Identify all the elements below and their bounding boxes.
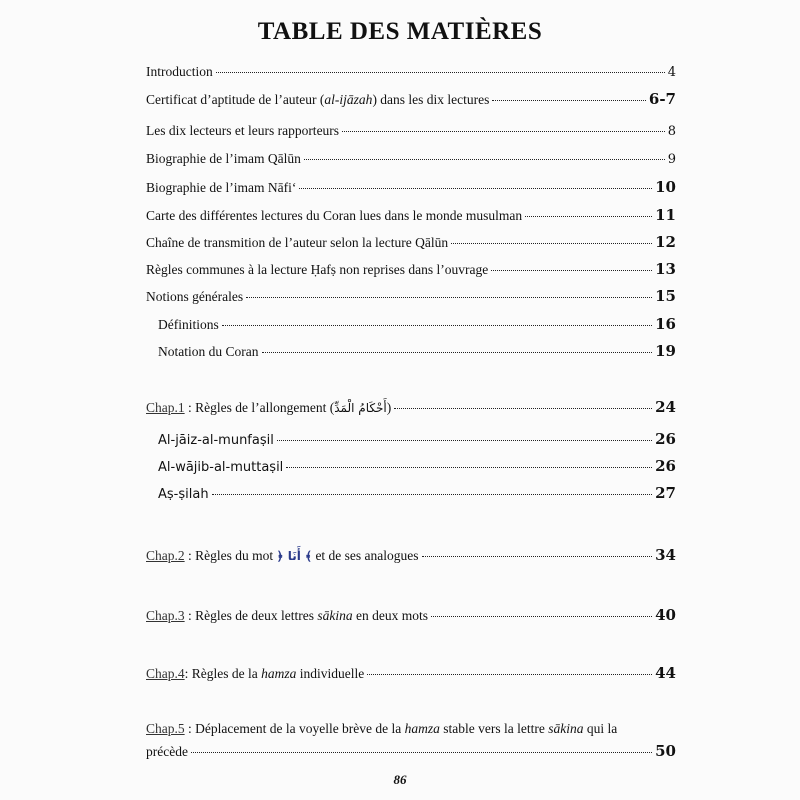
toc-entry-regles-communes: Règles communes à la lecture Ḥafṣ non reprises dans l’ouvrage 13 — [146, 260, 676, 278]
toc-chap1-sub-silah: Aṣ-ṣilah 27 — [158, 484, 676, 502]
leader-dots — [431, 616, 652, 617]
toc-chap5-line1: Chap.5 : Déplacement de la voyelle brève de la hamza stable vers la lettre sākina qui la — [146, 721, 618, 736]
chap5-label: Chap.5 — [146, 721, 185, 736]
toc-entry-certificat: Certificat d’aptitude de l’auteur (al-ijāzah) dans les dix lectures 6-7 — [146, 90, 676, 108]
leader-dots — [304, 159, 665, 160]
leader-dots — [491, 270, 652, 271]
leader-dots — [216, 72, 665, 73]
toc-entry-carte: Carte des différentes lectures du Coran lues dans le monde musulman 11 — [146, 206, 676, 224]
leader-dots — [286, 467, 652, 468]
leader-dots — [367, 674, 652, 675]
leader-dots — [277, 440, 652, 441]
leader-dots — [191, 752, 652, 753]
leader-dots — [212, 494, 653, 495]
toc-entry-chaine: Chaîne de transmition de l’auteur selon la lecture Qālūn 12 — [146, 233, 676, 251]
leader-dots — [492, 100, 645, 101]
toc-entry-biographie-qalun: Biographie de l’imam Qālūn 9 — [146, 151, 676, 167]
arabic-word-ana: ﴿ أَنَا ﴾ — [276, 549, 313, 563]
toc-entry-definitions: Définitions 16 — [158, 315, 676, 333]
toc-chap3: Chap.3 : Règles de deux lettres sākina en deux mots 40 — [146, 606, 676, 624]
leader-dots — [525, 216, 652, 217]
arabic-text: أَحْكَامُ الْمَدِّ — [334, 401, 387, 415]
toc-entry-biographie-nafi: Biographie de l’imam Nāfi‘ 10 — [146, 178, 676, 196]
leader-dots — [394, 408, 652, 409]
leader-dots — [451, 243, 652, 244]
chap1-label: Chap.1 — [146, 400, 185, 415]
toc-chap1-sub-munfasil: Al-jāiz-al-munfaṣil 26 — [158, 430, 676, 448]
toc-entry-introduction: Introduction 4 — [146, 64, 676, 80]
leader-dots — [222, 325, 652, 326]
chap2-label: Chap.2 — [146, 548, 185, 563]
toc-entry-dix-lecteurs: Les dix lecteurs et leurs rapporteurs 8 — [146, 123, 676, 139]
leader-dots — [342, 131, 665, 132]
chap3-label: Chap.3 — [146, 608, 185, 623]
toc-chap2: Chap.2 : Règles du mot ﴿ أَنَا ﴾ et de ses analogues 34 — [146, 546, 676, 564]
leader-dots — [422, 556, 653, 557]
page-number: 86 — [393, 772, 407, 787]
chap4-label: Chap.4 — [146, 666, 185, 681]
toc-chap4: Chap.4: Règles de la hamza individuelle 44 — [146, 664, 676, 682]
toc-entry-notation: Notation du Coran 19 — [158, 342, 676, 360]
leader-dots — [262, 352, 653, 353]
toc-chap1-sub-muttasil: Al-wājib-al-muttaṣil 26 — [158, 457, 676, 475]
leader-dots — [299, 188, 652, 189]
leader-dots — [246, 297, 652, 298]
page-title: TABLE DES MATIÈRES — [257, 18, 543, 45]
toc-entry-notions: Notions générales 15 — [146, 287, 676, 305]
toc-chap5-line2: précède 50 — [146, 742, 676, 760]
toc-chap1: Chap.1 : Règles de l’allongement (أَحْكَامُ الْمَدِّ) 24 — [146, 398, 676, 416]
